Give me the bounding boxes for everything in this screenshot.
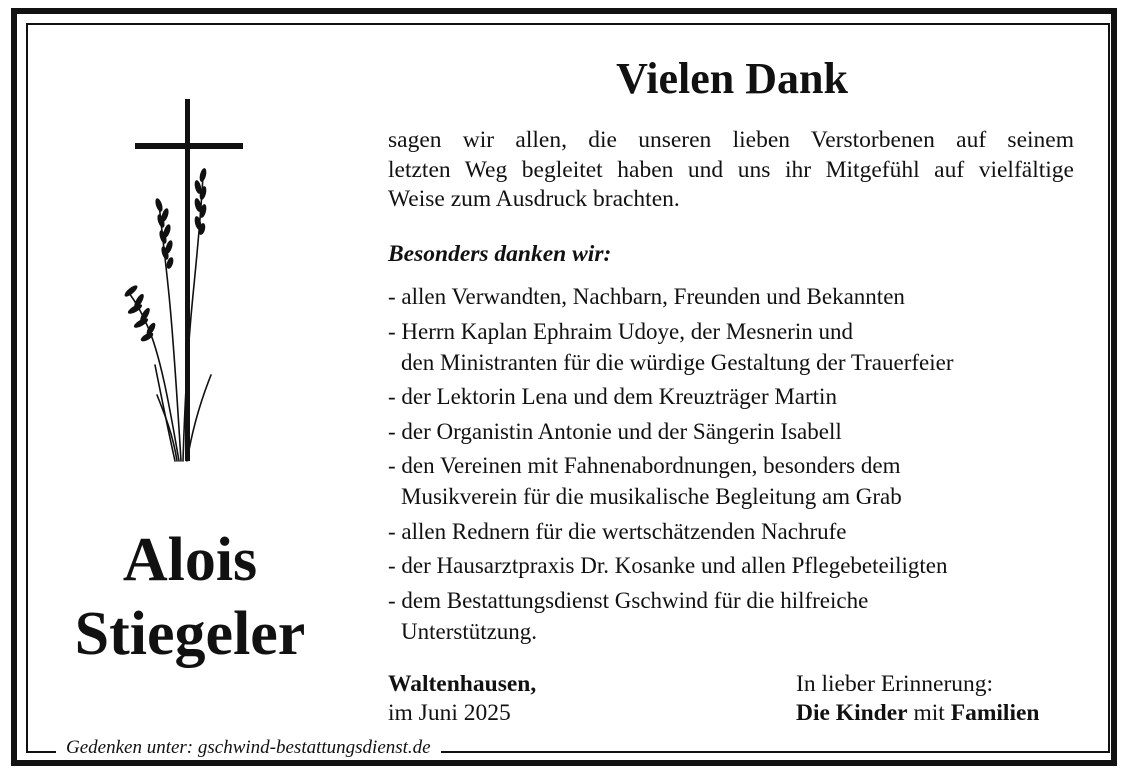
list-item-text: - Herrn Kaplan Ephraim Udoye, der Mesnerin und [388, 318, 853, 344]
list-item [388, 416, 1078, 447]
list-item [388, 585, 1078, 647]
list-item [388, 450, 1078, 512]
thanks-heading: Besonders danken wir: [388, 241, 612, 267]
memorial-url[interactable]: Gedenken unter: gschwind-bestattungsdienst.de [56, 736, 441, 760]
list-item [388, 316, 1078, 378]
signature-block [796, 670, 1040, 728]
deceased-first-name: Alois [122, 526, 258, 594]
list-item [388, 516, 1078, 547]
date: im Juni 2025 [388, 700, 511, 726]
cross-with-wheat-icon [115, 95, 255, 475]
signers [796, 699, 1040, 728]
signers-part: Die Kinder [796, 700, 908, 726]
intro-line: letzten Weg begleitet haben und uns ihr Mitgefühl auf vielfältige [388, 156, 1074, 183]
closing-phrase: In lieber Erinnerung: [796, 671, 994, 697]
list-item-text: - allen Verwandten, Nachbarn, Freunden und Bekannten [388, 284, 905, 309]
list-item-text: - der Organistin Antonie und der Sängerin Isabell [388, 418, 842, 444]
signers-part: Familien [950, 700, 1040, 726]
list-item [388, 281, 1078, 312]
intro-line: Weise zum Ausdruck brachten. [388, 186, 680, 212]
place: Waltenhausen, [388, 671, 537, 697]
page-title: Vielen Dank [616, 54, 848, 103]
list-item-text: - der Hausarztpraxis Dr. Kosanke und allen Pflegebeteiligten [388, 553, 948, 578]
list-item-text: - dem Bestattungsdienst Gschwind für die hilfreiche [388, 587, 869, 613]
thanks-list [388, 281, 1078, 650]
list-item-continuation: Unterstützung. [401, 618, 538, 644]
list-item-continuation: den Ministranten für die würdige Gestaltung der Trauerfeier [401, 349, 954, 375]
signers-part: mit [913, 700, 945, 726]
intro-text [388, 126, 1074, 215]
list-item-text: - der Lektorin Lena und dem Kreuzträger Martin [388, 384, 837, 409]
list-item-continuation: Musikverein für die musikalische Begleitung am Grab [401, 484, 902, 509]
list-item-text: - allen Rednern für die wertschätzenden Nachrufe [388, 518, 847, 544]
deceased-last-name: Stiegeler [74, 600, 306, 668]
list-item [388, 550, 1078, 581]
list-item [388, 381, 1078, 412]
place-and-date [388, 670, 536, 728]
intro-line: sagen wir allen, die unseren lieben Verstorbenen auf seinem [388, 127, 1074, 153]
list-item-text: - den Vereinen mit Fahnenabordnungen, besonders dem [388, 453, 901, 478]
